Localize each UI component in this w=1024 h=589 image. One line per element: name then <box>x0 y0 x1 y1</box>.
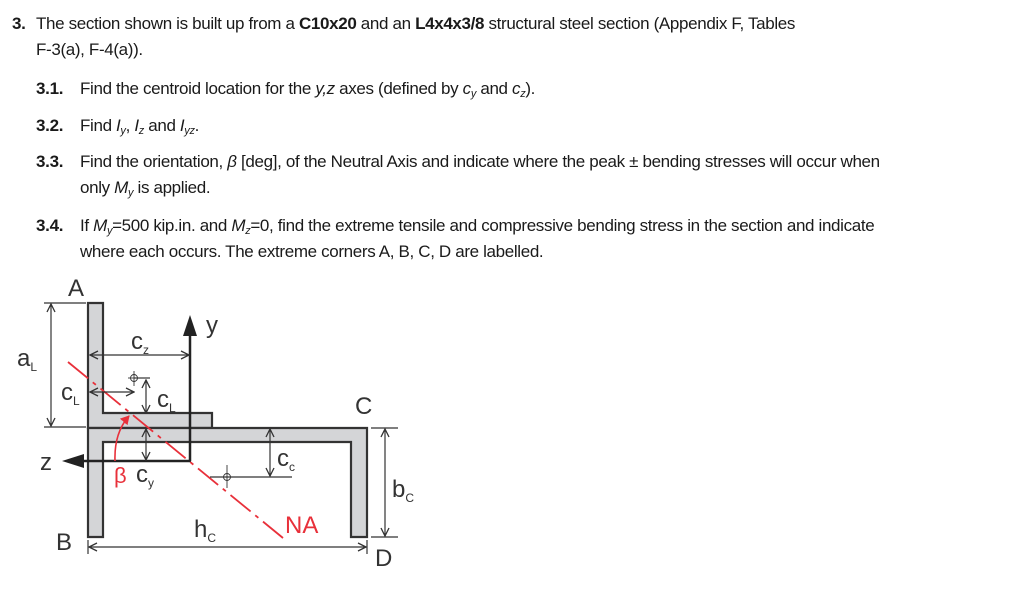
y-axis-arrow-icon <box>183 315 197 336</box>
svg-text:cy <box>136 461 154 490</box>
corner-d-label: D <box>375 545 393 572</box>
text-segment: I <box>134 116 139 135</box>
text-segment: M <box>114 178 128 197</box>
problem-number: 3. <box>12 14 26 33</box>
text-segment: and <box>475 79 513 98</box>
text-segment: If <box>80 216 94 235</box>
text-segment: and <box>143 116 180 135</box>
text-segment: c <box>512 79 521 98</box>
subscript: z <box>138 125 144 137</box>
na-label: NA <box>285 512 319 539</box>
subscript: y <box>106 225 113 237</box>
text-segment: axes (defined by <box>334 79 463 98</box>
al-label-sub: L <box>30 360 38 374</box>
text-segment: M <box>231 216 246 235</box>
hc-label-sub: C <box>207 531 217 545</box>
corner-b-label: B <box>56 529 73 556</box>
text-segment: L4x4x3/8 <box>415 14 485 33</box>
cl-label-right-sub: L <box>169 401 176 415</box>
text-segment: F-3(a), F-4(a)). <box>36 40 143 59</box>
text-segment: β <box>227 152 237 171</box>
cy-label-sub: y <box>148 476 154 490</box>
text-segment: Find the centroid location for the <box>80 79 316 98</box>
text-segment: is applied. <box>133 178 211 197</box>
cc-label: c <box>277 445 289 472</box>
text-segment: =0, find the extreme tensile and compressive bending stress in the section and indicate <box>250 216 875 235</box>
svg-text:hC <box>194 516 216 545</box>
subscript: z <box>520 88 526 100</box>
subquestion-number: 3.2. <box>36 116 64 135</box>
text-segment: =500 kip.in. and <box>112 216 232 235</box>
beta-label: β <box>114 463 127 488</box>
text-segment: only <box>80 178 115 197</box>
cz-label-sub: z <box>143 343 149 357</box>
text-segment: y,z <box>315 79 335 98</box>
corner-c-label: C <box>355 393 373 420</box>
text-segment: I <box>116 116 121 135</box>
subquestion-number: 3.3. <box>36 152 64 171</box>
subscript: y <box>120 125 126 137</box>
svg-text:cL <box>157 386 176 415</box>
svg-text:cz <box>131 328 149 357</box>
y-axis-label: y <box>206 312 218 339</box>
subscript: y <box>470 88 476 100</box>
svg-text:cc <box>277 445 295 474</box>
hc-label: h <box>194 516 208 543</box>
cl-label-left-sub: L <box>73 394 80 408</box>
text-segment: I <box>179 116 185 135</box>
text-segment: structural steel section (Appendix F, Tables <box>484 14 796 33</box>
text-segment: c <box>462 79 471 98</box>
z-axis-label: z <box>40 449 52 476</box>
corner-a-label: A <box>68 275 85 302</box>
cl-label-right: c <box>157 386 169 413</box>
text-segment: M <box>93 216 107 235</box>
svg-text:bC <box>392 476 414 505</box>
bc-label: b <box>392 476 406 503</box>
cc-label-sub: c <box>289 460 295 474</box>
svg-text:aL <box>17 345 37 374</box>
subquestion-number: 3.1. <box>36 79 64 98</box>
angle-section <box>88 303 212 428</box>
text-segment: . <box>194 116 199 135</box>
bc-label-sub: C <box>405 491 415 505</box>
cl-label-left: c <box>61 379 73 406</box>
text-segment: and an <box>356 14 416 33</box>
cy-label: c <box>136 461 148 488</box>
text-segment: Find <box>80 116 117 135</box>
text-segment: , <box>125 116 135 135</box>
text-segment: Find the orientation, <box>80 152 228 171</box>
text-segment: C10x20 <box>298 14 357 33</box>
subquestion-number: 3.4. <box>36 216 64 235</box>
text-segment: where each occurs. The extreme corners A, B, C, D are labelled. <box>80 242 544 261</box>
text-segment: ). <box>525 79 536 98</box>
svg-text:cL <box>61 379 80 408</box>
text-segment: The section shown is built up from a <box>36 14 299 33</box>
text-segment: [deg], of the Neutral Axis and indicate where the peak ± bending stresses will occur when <box>236 152 880 171</box>
z-axis-arrow-icon <box>62 454 84 468</box>
cz-label: c <box>131 328 143 355</box>
channel-section <box>88 428 367 537</box>
subscript: y <box>127 187 134 199</box>
al-label: a <box>17 345 31 372</box>
subscript: z <box>245 225 251 237</box>
subscript: yz <box>184 125 195 137</box>
